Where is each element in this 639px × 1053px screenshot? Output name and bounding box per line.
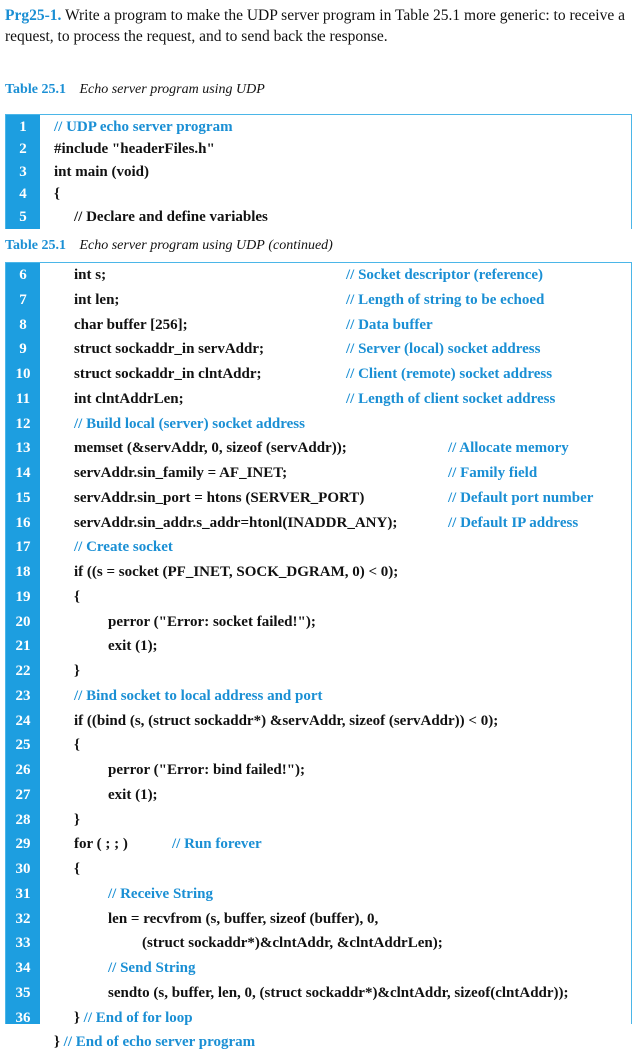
code-text: int len; [74,291,120,308]
code-comment: // Length of client socket address [346,390,556,407]
line-number: 33 [15,935,31,952]
code-line [6,982,631,1004]
code-line [6,833,631,855]
code-line [6,586,631,608]
code-comment: // Socket descriptor (reference) [346,267,544,283]
code-comment: // Default port number [448,489,594,506]
code-text: int main (void) [54,163,150,180]
line-number: 28 [15,811,31,828]
line-number: 9 [19,341,27,358]
code-line [6,512,631,534]
code-line [6,161,631,183]
code-comment: // Default IP address [448,514,579,531]
code-text: for ( ; ; ) [74,836,128,853]
code-comment: // Allocate memory [448,440,569,457]
line-number: 18 [15,564,31,580]
table-continued: (continued) [268,238,333,253]
code-text: // Send String [108,960,196,976]
line-number: 21 [15,638,31,655]
code-text: servAddr.sin_addr.s_addr=htonl(INADDR_ANY); [74,514,398,531]
code-listing-part-1 [5,114,632,229]
code-text: { [54,186,60,203]
code-comment: // Length of string to be echoed [346,291,545,308]
code-listing-part-2 [5,262,632,1051]
code-line [6,809,631,831]
code-text: exit (1); [108,786,158,803]
line-number: 36 [15,1009,31,1026]
closing-brace: } [74,1009,80,1026]
code-comment: // Run forever [172,836,262,853]
code-text: #include "headerFiles.h" [54,141,215,158]
line-number: 14 [15,465,31,481]
code-text: } [74,663,80,679]
code-line [6,138,631,160]
code-comment: // Data buffer [346,316,433,333]
code-line [6,363,631,385]
code-text: servAddr.sin_port = htons (SERVER_PORT) [74,489,365,506]
line-number: 25 [15,737,31,754]
code-line [6,338,631,360]
line-number: 6 [19,267,27,283]
line-number: 10 [15,366,31,382]
code-text: perror ("Error: bind failed!"); [108,762,306,778]
line-number: 29 [15,836,31,853]
line-number: 2 [19,141,27,158]
code-line [6,1031,631,1053]
code-line [6,437,631,459]
table-number: Table 25.1 [5,238,66,253]
line-number: 3 [19,163,27,180]
code-text: exit (1); [108,638,158,655]
code-line [6,759,631,781]
code-line [6,685,631,707]
code-line [6,957,631,979]
line-number: 16 [15,514,31,531]
line-number: 26 [15,762,31,778]
code-text [74,1007,193,1029]
code-line [6,908,631,930]
code-line [6,183,631,205]
code-text: if ((bind (s, (struct sockaddr*) &servAddr, sizeof (servAddr)) < 0); [74,712,499,729]
line-number: 4 [19,186,27,203]
code-line [6,932,631,954]
code-line [6,710,631,732]
code-line [6,413,631,435]
code-text: // Receive String [108,885,213,902]
code-comment: // Client (remote) socket address [346,366,553,382]
code-text: } [74,811,80,828]
line-number: 27 [15,786,31,803]
code-text: sendto (s, buffer, len, 0, (struct sockaddr*)&clntAddr, sizeof(clntAddr)); [108,984,569,1001]
code-line [6,487,631,509]
code-text: int s; [74,267,107,283]
code-text: memset (&servAddr, 0, sizeof (servAddr)); [74,440,347,457]
line-number: 1 [19,119,27,135]
code-line [6,784,631,806]
table-title: Echo server program using UDP [79,238,265,253]
table-title: Echo server program using UDP [79,82,265,97]
code-text: struct sockaddr_in clntAddr; [74,366,262,382]
code-text: perror ("Error: socket failed!"); [108,613,316,630]
line-number: 34 [15,960,31,976]
table-caption-2 [5,238,333,254]
code-comment: // Server (local) socket address [346,341,541,358]
code-line [6,660,631,682]
code-line [6,561,631,583]
code-line [6,206,631,228]
code-text: char buffer [256]; [74,316,188,333]
code-text: { [74,588,80,605]
code-line [6,883,631,905]
code-text: // Build local (server) socket address [74,415,305,432]
code-line [6,289,631,311]
code-line [6,611,631,633]
table-number: Table 25.1 [5,82,66,97]
code-line [6,462,631,484]
problem-statement [5,6,633,47]
line-number: 12 [15,415,31,432]
line-number: 11 [15,390,31,407]
code-text: // Bind socket to local address and port [74,687,323,704]
code-text [54,1031,255,1053]
line-number: 30 [15,861,31,877]
line-number: 5 [19,208,27,225]
code-comment: // Family field [448,465,538,481]
code-text: { [74,737,80,754]
table-caption-1 [5,82,265,98]
code-line [6,858,631,880]
code-text: (struct sockaddr*)&clntAddr, &clntAddrLen); [142,935,443,952]
code-text: len = recvfrom (s, buffer, sizeof (buffer), 0, [108,910,379,927]
code-line [6,314,631,336]
code-line [6,635,631,657]
line-number: 35 [15,984,31,1001]
code-line [6,1007,631,1029]
code-text: int clntAddrLen; [74,390,184,407]
code-text: { [74,861,80,877]
code-line [6,734,631,756]
line-number: 13 [15,440,31,457]
line-number: 24 [15,712,31,729]
code-line [6,264,631,286]
line-number: 20 [15,613,31,630]
line-number: 23 [15,687,31,704]
line-number: 22 [15,663,31,679]
line-number: 17 [15,539,31,556]
code-text: // Create socket [74,539,173,556]
code-line [6,536,631,558]
code-text: if ((s = socket (PF_INET, SOCK_DGRAM, 0) < 0); [74,564,399,580]
inline-comment: // End of for loop [79,1009,193,1026]
closing-brace: } [54,1034,60,1051]
code-line [6,116,631,138]
problem-id: Prg25-1. [5,7,62,24]
line-number: 8 [19,316,27,333]
line-number: 32 [15,910,31,927]
code-text: struct sockaddr_in servAddr; [74,341,264,358]
line-number: 15 [15,489,31,506]
code-text: // UDP echo server program [54,119,233,135]
line-number: 31 [15,885,31,902]
inline-comment: // End of echo server program [59,1034,256,1051]
problem-text: Write a program to make the UDP server program in Table 25.1 more generic: to receive a request, to process the request, and to send back the response. [5,7,625,45]
line-number: 37 [15,1034,31,1051]
code-text: servAddr.sin_family = AF_INET; [74,465,288,481]
code-line [6,388,631,410]
line-number: 19 [15,588,31,605]
line-number: 7 [19,291,27,308]
code-text: // Declare and define variables [74,208,268,225]
